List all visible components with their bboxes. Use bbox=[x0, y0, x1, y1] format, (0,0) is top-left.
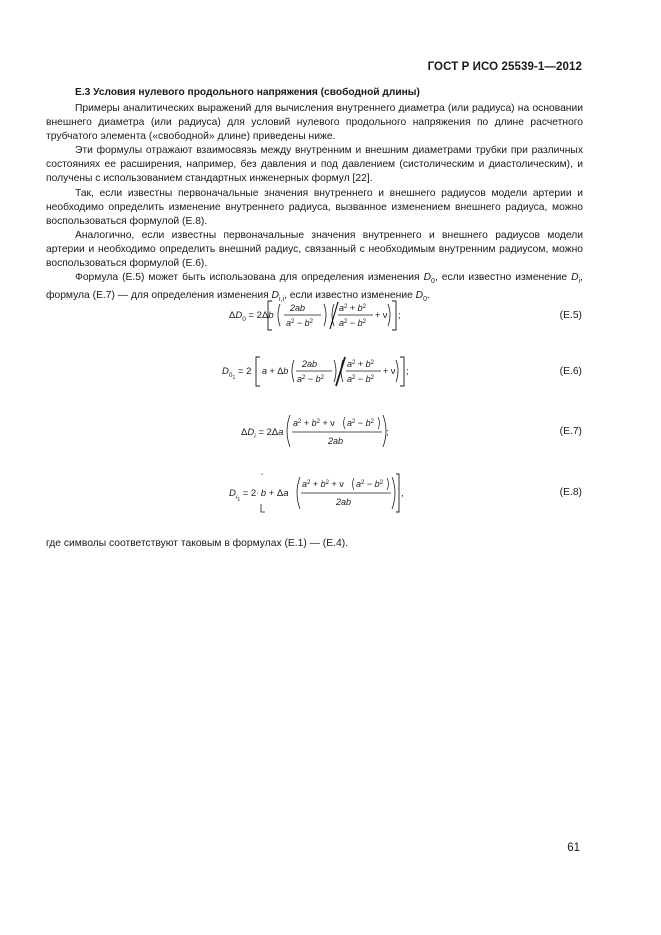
svg-text:a2 − b2: $a^2 - b^2$ bbox=[356, 479, 383, 489]
svg-text:2ab: 2ab bbox=[290, 303, 306, 313]
closing-note: где символы соответствуют таковым в формулах (Е.1) — (Е.4). bbox=[46, 538, 348, 549]
svg-text:a2 + b2: $a^2 + b^2$ bbox=[339, 303, 366, 313]
svg-text:,: , bbox=[401, 488, 404, 499]
equation-number: (Е.5) bbox=[559, 310, 582, 321]
subscript: 0 bbox=[431, 278, 435, 286]
svg-text:a2 − b2: $a^2 - b^2$ bbox=[347, 418, 374, 428]
svg-text:ΔD0 = 2Δb: $\Delta D_0 = 2\Delta b$ bbox=[229, 310, 274, 323]
svg-text:a2 − b2: $a^2 - b^2$ bbox=[347, 374, 374, 384]
svg-text:2ab: 2ab bbox=[302, 359, 318, 369]
svg-text:a2 + b2: $a^2 + b^2$ bbox=[347, 359, 374, 369]
paragraph: Так, если известны первоначальные значения внутреннего и внешнего радиусов модели артерии и необходимо определить изменение внутреннего радиуса, вызванное изменением внешнего радиуса, можно воспользоваться формулой (Е.8). bbox=[46, 187, 583, 227]
svg-text:2ab: 2ab bbox=[328, 436, 344, 446]
svg-text:a2 − b2: $a^2 - b^2$ bbox=[286, 318, 313, 328]
svg-text:▫: ▫ bbox=[261, 472, 264, 478]
paragraph: Аналогично, если известны первоначальные значения внутреннего и внешнего радиусов модели артерии и необходимо определить внешний радиус, связанный с необходимым внутренним радиусом, можно воспользоваться формулой (Е.6). bbox=[46, 229, 583, 270]
section-heading: Е.3 Условия нулевого продольного напряжения (свободной длины) bbox=[75, 87, 420, 98]
svg-text:D01 = 2: $D_{01} = 2$ bbox=[222, 366, 252, 381]
svg-text:+ ν: + ν bbox=[383, 366, 396, 376]
text-segment: . bbox=[427, 290, 430, 302]
formula-e5 bbox=[0, 296, 661, 336]
svg-text:Di1 = 2⋅ b + Δa: $D_{i1} = 2\cdot b + \Delta a$ bbox=[229, 488, 289, 503]
formula-e6 bbox=[0, 352, 661, 392]
symbol: D bbox=[271, 290, 279, 302]
svg-text:a2 + b2 + ν: $a^2 + b^2 + \nu$ bbox=[293, 418, 335, 428]
svg-text:a + Δb: a + Δb bbox=[262, 366, 289, 376]
subscript: i bbox=[578, 278, 581, 286]
svg-text:+ ν: + ν bbox=[375, 310, 388, 320]
svg-text:2ab: 2ab bbox=[336, 497, 352, 507]
paragraph: Эти формулы отражают взаимосвязь между внутренним и внешним диаметрами трубки при различных состояниях ее расширения, например, без давления и под давлением (систолическим и диастолическим), и получены с использованием стандартных инженерных формул [22]. bbox=[46, 145, 583, 185]
symbol: D bbox=[415, 290, 424, 302]
svg-text:;: ; bbox=[406, 366, 409, 377]
svg-text:a2 − b2: $a^2 - b^2$ bbox=[297, 374, 324, 384]
equation-number: (Е.7) bbox=[559, 426, 582, 437]
svg-text:ΔDi = 2Δa: $\Delta D_i = 2\Delta a$ bbox=[241, 427, 284, 440]
symbol: D bbox=[571, 272, 579, 284]
symbol: D bbox=[423, 272, 432, 284]
body-text bbox=[46, 102, 583, 307]
svg-text:a2 − b2: $a^2 - b^2$ bbox=[339, 318, 366, 328]
svg-text:a2 + b2 + ν: $a^2 + b^2 + \nu$ bbox=[302, 479, 344, 489]
svg-text:;: ; bbox=[398, 310, 401, 321]
document-header: ГОСТ Р ИСО 25539-1—2012 bbox=[427, 61, 582, 73]
text-segment: , формула (Е.7) — для определения изменения bbox=[46, 272, 583, 302]
text-segment: Формула (Е.5) может быть использована для определения изменения bbox=[75, 272, 424, 284]
page-number: 61 bbox=[567, 842, 580, 854]
subscript: 0 bbox=[423, 296, 428, 304]
equation-number: (Е.6) bbox=[559, 366, 582, 377]
text-segment: , если известно изменение bbox=[434, 272, 572, 284]
svg-text:;: ; bbox=[386, 427, 389, 438]
paragraph: Примеры аналитических выражений для вычисления внутреннего диаметра (или радиуса) на основании внешнего диаметра (или радиуса) для условий нулевого продольного напряжения по длине расчетного трубчатого элемента («свободной» длине) приведены ниже. bbox=[46, 103, 583, 143]
formula-e8 bbox=[0, 468, 661, 518]
equation-number: (Е.8) bbox=[559, 487, 582, 498]
formula-e7 bbox=[0, 410, 661, 454]
text-segment: , если известно изменение bbox=[284, 290, 416, 302]
subscript: i,i bbox=[278, 296, 285, 304]
